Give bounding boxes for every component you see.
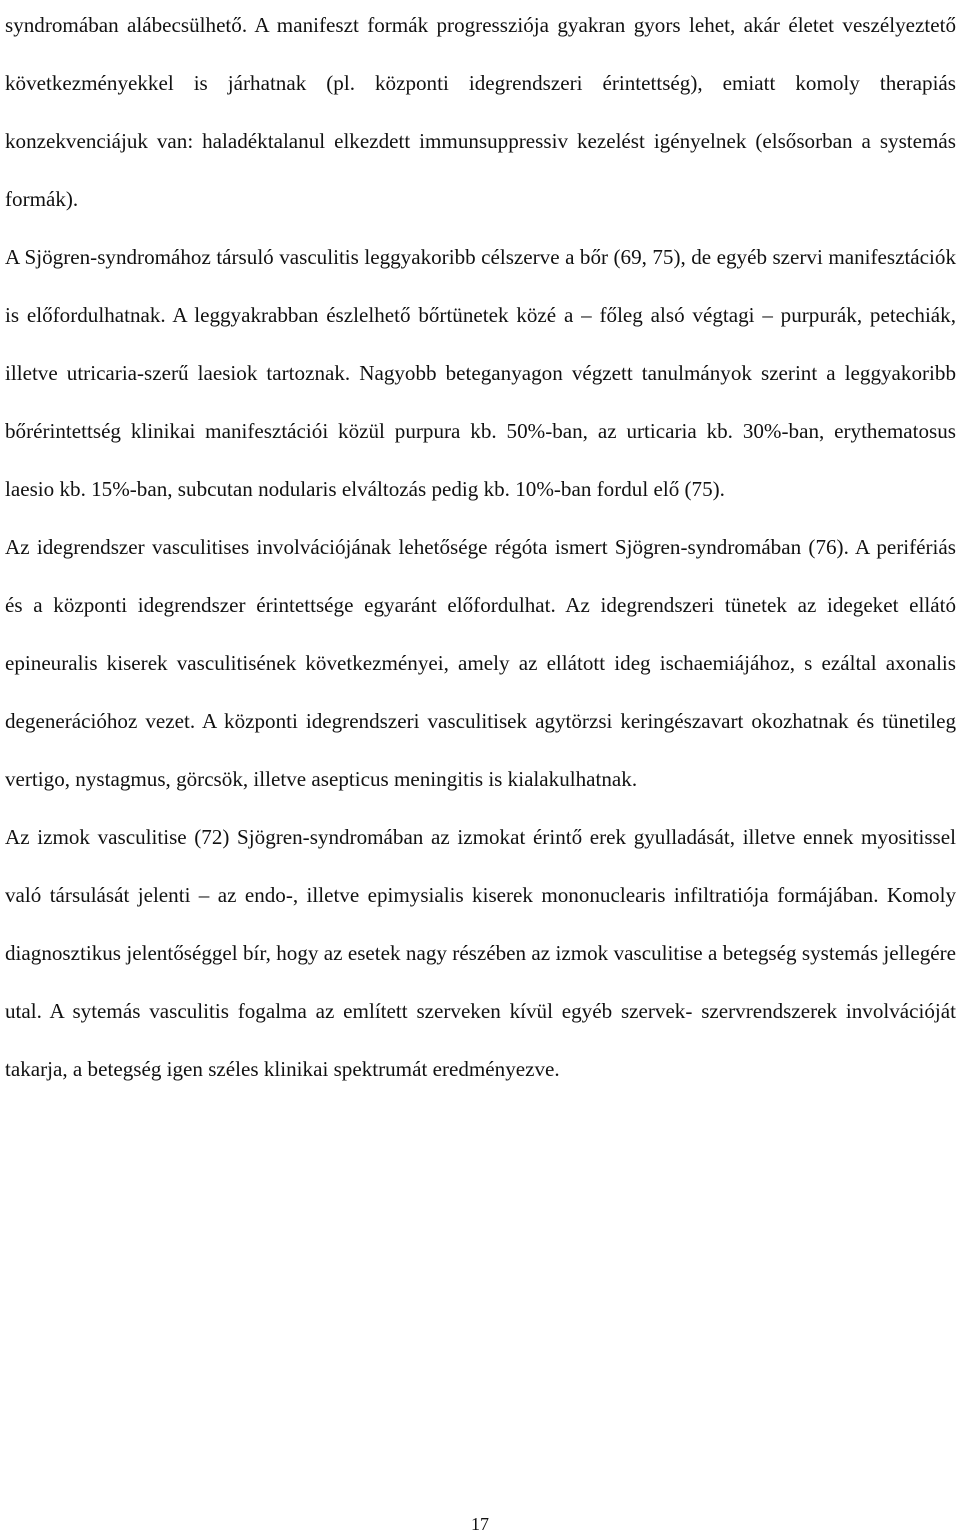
- page-number: 17: [471, 1514, 489, 1534]
- paragraph-muscle-vasculitis: Az izmok vasculitise (72) Sjögren-syndromában az izmokat érintő erek gyulladását, illetve ennek myositissel való társulását jelenti – az endo-, illetve epimysialis kiserek mononuclearis infiltratiója formájában. Komoly diagnosztikus jelentőséggel bír, hogy az esetek nagy részében az izmok vasculitise a betegség systemás jellegére utal. A sytemás vasculitis fogalma az említett szerveken kívül egyéb szervek- szervrendszerek involvációját takarja, a betegség igen széles klinikai spektrumát eredményezve.: [5, 825, 956, 1081]
- body-text: [5, 0, 956, 1098]
- paragraph-nervous-system: Az idegrendszer vasculitises involvációjának lehetősége régóta ismert Sjögren-syndromában (76). A perifériás és a központi idegrendszer érintettsége egyaránt előfordulhat. Az idegrendszeri tünetek az idegeket ellátó epineuralis kiserek vasculitisének következményei, amely az ellátott ideg ischaemiájához, s ezáltal axonalis degenerációhoz vezet. A központi idegrendszeri vasculitisek agytörzsi keringészavart okozhatnak és tünetileg vertigo, nystagmus, görcsök, illetve asepticus meningitis is kialakulhatnak.: [5, 535, 956, 791]
- paragraph-skin-vasculitis: A Sjögren-syndromához társuló vasculitis leggyakoribb célszerve a bőr (69, 75), de egyéb szervi manifesztációk is előfordulhatnak. A leggyakrabban észlelhető bőrtünetek közé a – főleg alsó végtagi – purpurák, petechiák, illetve utricaria-szerű laesiok tartoznak. Nagyobb beteganyagon végzett tanulmányok szerint a leggyakoribb bőrérintettség klinikai manifesztációi közül purpura kb. 50%-ban, az urticaria kb. 30%-ban, erythematosus laesio kb. 15%-ban, subcutan nodularis elváltozás pedig kb. 10%-ban fordul elő (75).: [5, 245, 956, 501]
- paragraph-continuation: syndromában alábecsülhető. A manifeszt formák progressziója gyakran gyors lehet, akár életet veszélyeztető következményekkel is járhatnak (pl. központi idegrendszeri érintettség), emiatt komoly therapiás konzekvenciájuk van: haladéktalanul elkezdett immunsuppressiv kezelést igényelnek (elsősorban a systemás formák).: [5, 13, 956, 211]
